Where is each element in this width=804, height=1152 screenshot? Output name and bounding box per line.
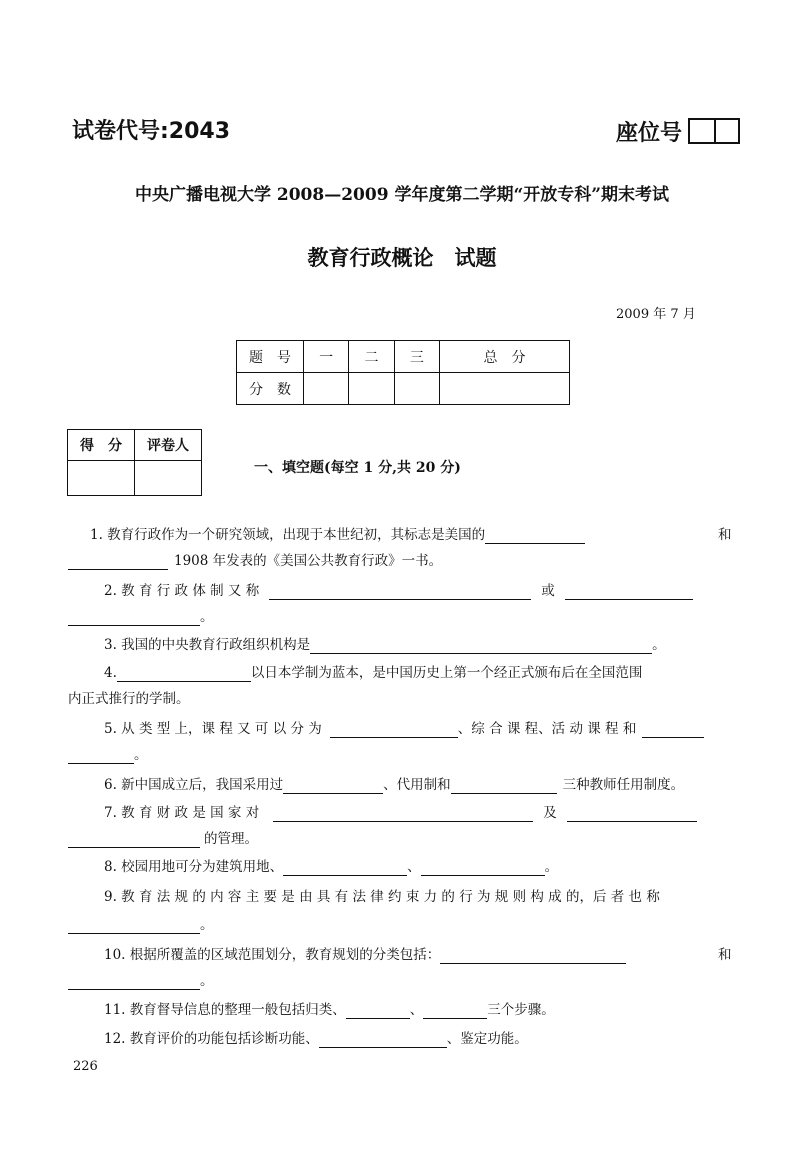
question-text: 3. 我国的中央教育行政组织机构是 xyxy=(104,637,311,653)
score-table-cell: 题 号 xyxy=(237,341,304,373)
answer-blank[interactable] xyxy=(68,833,200,848)
answer-blank[interactable] xyxy=(68,975,200,990)
seat-number-label: 座位号 xyxy=(616,121,683,146)
section-title: 一、填空题(每空 1 分,共 20 分) xyxy=(254,460,461,476)
grader-name-cell[interactable] xyxy=(135,461,202,496)
score-table-cell: 二 xyxy=(349,341,394,373)
score-table-cell: 一 xyxy=(304,341,349,373)
answer-blank[interactable] xyxy=(68,611,200,626)
question-text: 1908 年发表的《美国公共教育行政》一书。 xyxy=(174,553,443,569)
exam-code: 试卷代号:2043 xyxy=(72,119,231,144)
question-8 xyxy=(104,858,558,876)
question-text: 、 xyxy=(407,859,421,875)
answer-blank[interactable] xyxy=(451,779,557,794)
score-entry-cell[interactable] xyxy=(349,373,394,405)
question-10 xyxy=(104,946,626,964)
question-text: 。 xyxy=(544,859,559,875)
answer-blank[interactable] xyxy=(117,667,251,682)
question-text: 2. 教 育 行 政 体 制 又 称 xyxy=(104,583,260,599)
answer-blank[interactable] xyxy=(346,1004,410,1019)
grader-score-cell[interactable] xyxy=(68,461,135,496)
question-2 xyxy=(104,582,693,600)
question-text: 以日本学制为蓝本，是中国历史上第一个经正式颁布后在全国范围 xyxy=(250,665,643,681)
question-text: 11. 教育督导信息的整理一般包括归类、 xyxy=(104,1002,346,1018)
question-text: 10. 根据所覆盖的区域范围划分，教育规划的分类包括： xyxy=(104,947,441,963)
score-table-header-row xyxy=(237,341,570,373)
question-4-cont: 内正式推行的学制。 xyxy=(68,691,190,707)
score-entry-cell[interactable] xyxy=(304,373,349,405)
question-9-cont xyxy=(68,916,214,934)
answer-blank[interactable] xyxy=(68,749,134,764)
question-5-cont xyxy=(68,746,148,764)
answer-blank[interactable] xyxy=(68,555,168,570)
score-entry-cell[interactable] xyxy=(439,373,569,405)
question-text: 、鉴定功能。 xyxy=(446,1031,528,1047)
exam-heading: 中央广播电视大学 2008—2009 学年度第二学期“开放专科”期末考试 xyxy=(134,185,670,205)
question-text: 或 xyxy=(541,583,555,599)
score-table-score-row xyxy=(237,373,570,405)
answer-blank[interactable] xyxy=(68,919,200,934)
answer-blank[interactable] xyxy=(273,807,533,822)
question-10-cont xyxy=(68,972,214,990)
seat-number-box[interactable] xyxy=(688,118,740,144)
answer-blank[interactable] xyxy=(319,1033,447,1048)
question-12 xyxy=(104,1030,528,1048)
question-text: 12. 教育评价的功能包括诊断功能、 xyxy=(104,1031,319,1047)
grader-score-label: 得 分 xyxy=(68,430,135,461)
question-text: 及 xyxy=(543,805,557,821)
question-1-and: 和 xyxy=(718,527,732,543)
question-9: 9. 教 育 法 规 的 内 容 主 要 是 由 具 有 法 律 约 束 力 的 行 为 规 则 构 成 的，后 者 也 称 xyxy=(104,889,660,905)
page-number: 226 xyxy=(73,1059,98,1074)
grader-box xyxy=(67,429,202,496)
grader-name-label: 评卷人 xyxy=(135,430,202,461)
answer-blank[interactable] xyxy=(330,723,458,738)
question-text: 。 xyxy=(200,609,214,625)
question-text: 、综 合 课 程、活 动 课 程 和 xyxy=(457,721,637,737)
score-table xyxy=(236,340,570,405)
question-text: 4. xyxy=(104,665,117,681)
question-text: 。 xyxy=(652,637,666,653)
score-table-cell: 总 分 xyxy=(439,341,569,373)
answer-blank[interactable] xyxy=(310,639,652,654)
answer-blank[interactable] xyxy=(485,529,585,544)
answer-blank[interactable] xyxy=(567,807,697,822)
paper-title: 教育行政概论 试题 xyxy=(307,246,497,270)
question-text: 三种教师任用制度。 xyxy=(562,777,685,793)
answer-blank[interactable] xyxy=(269,585,531,600)
question-text: 6. 新中国成立后，我国采用过 xyxy=(104,777,284,793)
question-6 xyxy=(104,776,684,794)
question-text: 8. 校园用地可分为建筑用地、 xyxy=(104,859,284,875)
question-text: 三个步骤。 xyxy=(487,1002,555,1018)
question-text: 1. 教育行政作为一个研究领域，出现于本世纪初，其标志是美国的 xyxy=(90,527,486,543)
score-entry-cell[interactable] xyxy=(394,373,439,405)
answer-blank[interactable] xyxy=(283,861,407,876)
exam-date: 2009 年 7 月 xyxy=(616,307,696,322)
question-text: 7. 教 育 财 政 是 国 家 对 xyxy=(104,805,260,821)
question-10-and: 和 xyxy=(718,947,732,963)
question-7 xyxy=(104,804,697,822)
score-table-cell: 三 xyxy=(394,341,439,373)
question-3 xyxy=(104,636,666,654)
answer-blank[interactable] xyxy=(283,779,383,794)
answer-blank[interactable] xyxy=(642,723,704,738)
question-2-cont xyxy=(68,608,214,626)
question-text: 、 xyxy=(409,1002,424,1018)
question-text: 5. 从 类 型 上，课 程 又 可 以 分 为 xyxy=(104,721,322,737)
question-text: 。 xyxy=(200,973,214,989)
question-4 xyxy=(104,664,642,682)
answer-blank[interactable] xyxy=(565,585,693,600)
question-1 xyxy=(90,526,585,544)
question-text: 、代用制和 xyxy=(383,777,451,793)
score-table-cell: 分 数 xyxy=(237,373,304,405)
answer-blank[interactable] xyxy=(421,861,545,876)
question-text: 。 xyxy=(200,917,214,933)
answer-blank[interactable] xyxy=(423,1004,487,1019)
question-1-cont xyxy=(68,552,442,570)
question-11 xyxy=(104,1001,555,1019)
answer-blank[interactable] xyxy=(440,949,626,964)
question-5 xyxy=(104,720,704,738)
question-text: 。 xyxy=(134,747,148,763)
question-text: 的管理。 xyxy=(204,831,258,847)
question-7-cont xyxy=(68,830,258,848)
